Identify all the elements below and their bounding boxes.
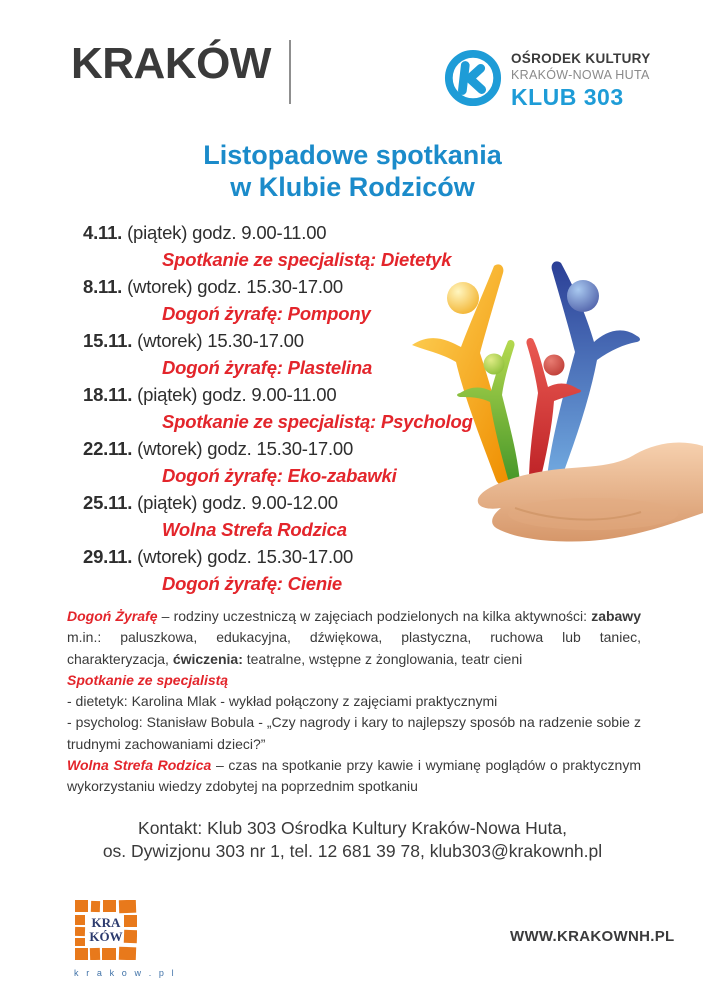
mosaic-text-kra: KRA	[91, 915, 121, 930]
schedule-date-number: 18.11.	[83, 384, 133, 405]
schedule-date-number: 15.11.	[83, 330, 133, 351]
contact-info	[0, 817, 705, 863]
desc-specialist-header: Spotkanie ze specjalistą	[67, 671, 229, 688]
org-name: OŚRODEK KULTURY	[511, 51, 651, 66]
klub303-logo-icon	[444, 49, 502, 107]
desc-wolna-lead: Wolna Strefa Rodzica	[67, 757, 212, 774]
org-text	[511, 49, 651, 111]
krakow-mosaic-icon	[75, 900, 137, 960]
schedule-date-info: (wtorek) godz. 15.30-17.00	[122, 276, 343, 297]
org-club-name: KLUB 303	[511, 84, 624, 110]
family-on-hand-illustration	[403, 252, 703, 564]
schedule-date-number: 22.11.	[83, 438, 133, 459]
contact-line2: os. Dywizjonu 303 nr 1, tel. 12 681 39 78, klub303@krakownh.pl	[102, 841, 603, 861]
desc-dogon-bold1: zabawy	[591, 608, 641, 624]
contact-line1: Kontakt: Klub 303 Ośrodka Kultury Kraków-Nowa Huta,	[138, 818, 567, 838]
schedule-date-info: (wtorek) 15.30-17.00	[132, 330, 304, 351]
desc-dogon-text1: – rodziny uczestniczą w zajęciach podzielonych na kilka aktywności:	[157, 608, 592, 624]
schedule-date-number: 4.11.	[83, 222, 123, 243]
schedule-event: Spotkanie ze specjalistą: Psycholog	[162, 411, 473, 432]
schedule-date-number: 25.11.	[83, 492, 133, 513]
page-title	[0, 139, 705, 203]
schedule-date-info: (wtorek) godz. 15.30-17.00	[132, 438, 354, 459]
parent-head-blue	[567, 280, 599, 312]
schedule-event: Dogoń żyrafę: Eko-zabawki	[162, 465, 397, 486]
parent-head-orange	[447, 282, 479, 314]
description-block	[67, 606, 641, 798]
desc-psychologist-item: - psycholog: Stanisław Bobula - „Czy nagrody i kary to najlepszy sposób na radzenie sobie z trudnymi zachowaniami dzieci?”	[67, 714, 641, 752]
schedule-event: Dogoń żyrafę: Plastelina	[162, 357, 373, 378]
page-title-line2: w Klubie Rodziców	[230, 172, 475, 202]
desc-dogon-bold2: ćwiczenia:	[172, 650, 243, 667]
schedule-date-number: 29.11.	[83, 546, 133, 567]
schedule-date-info: (wtorek) godz. 15.30-17.00	[132, 546, 354, 567]
schedule-date	[83, 219, 503, 246]
desc-wolna-text: – czas na spotkanie przy kawie i wymianę poglądów o praktycznym wykorzystaniu wiedzy zdobytej na poprzednim spotkaniu	[67, 757, 641, 795]
mosaic-text-kow: KÓW	[89, 929, 123, 944]
org-location: KRAKÓW-NOWA HUTA	[511, 68, 650, 82]
website-url: WWW.KRAKOWNH.PL	[510, 928, 675, 945]
desc-wolna-strefa	[67, 755, 641, 798]
desc-dogon-text2: m.in.: paluszkowa, edukacyjna, dźwiękowa, plastyczna, ruchowa lub taniec, charakteryzacja,	[67, 629, 641, 667]
schedule-date-info: (piątek) godz. 9.00-11.00	[122, 222, 327, 243]
schedule-date-info: (piątek) godz. 9.00-11.00	[132, 384, 337, 405]
desc-dogon-lead: Dogoń Żyrafę	[67, 608, 158, 624]
schedule-event: Dogoń żyrafę: Pompony	[162, 303, 371, 324]
desc-dogon-zyrafe	[67, 606, 641, 670]
krakow-wordmark: KRAKÓW	[71, 39, 271, 88]
desc-dietician-item: - dietetyk: Karolina Mlak - wykład połączony z zajęciami praktycznymi	[67, 693, 498, 710]
krakow-pl-url: k r a k o w . p l	[74, 968, 177, 978]
desc-dogon-text3: teatralne, wstępne z żonglowania, teatr cieni	[242, 650, 523, 667]
child-head-red	[544, 355, 565, 376]
child-head-green	[484, 354, 505, 375]
header-divider	[289, 40, 291, 104]
schedule-date-number: 8.11.	[83, 276, 123, 297]
page-title-line1: Listopadowe spotkania	[203, 140, 502, 170]
schedule-event: Dogoń żyrafę: Cienie	[162, 573, 342, 594]
klub303-logo	[444, 49, 651, 111]
schedule-event: Spotkanie ze specjalistą: Dietetyk	[162, 249, 452, 270]
schedule-date-info: (piątek) godz. 9.00-12.00	[132, 492, 338, 513]
krakow-mosaic-logo	[74, 900, 177, 978]
schedule-event: Wolna Strefa Rodzica	[162, 519, 347, 540]
